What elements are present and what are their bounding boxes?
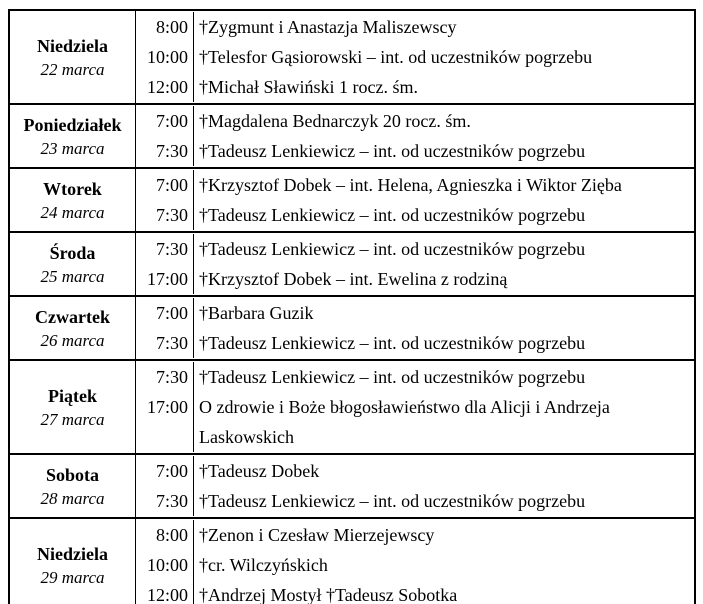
mass-intentions-table: [8, 9, 696, 604]
day-date: 28 marca: [40, 488, 105, 508]
mass-entry: [136, 486, 694, 516]
day-date: 29 marca: [40, 567, 105, 587]
mass-entry: [136, 264, 694, 294]
mass-intention: †cr. Wilczyńskich: [193, 550, 694, 580]
mass-entry: [136, 580, 694, 604]
day-cell: [10, 297, 135, 359]
mass-time: 7:00: [155, 303, 188, 323]
day-name: Środa: [49, 242, 96, 263]
mass-intention: †Telesfor Gąsiorowski – int. od uczestników pogrzebu: [193, 42, 694, 72]
mass-intention: †Krzysztof Dobek – int. Ewelina z rodziną: [193, 264, 694, 294]
mass-time: 10:00: [146, 47, 188, 67]
mass-time: 12:00: [146, 585, 188, 604]
mass-entry: [136, 362, 694, 392]
mass-intention: †Tadeusz Dobek: [193, 456, 694, 486]
mass-intention: †Magdalena Bednarczyk 20 rocz. śm.: [193, 106, 694, 136]
day-name: Piątek: [48, 385, 97, 406]
mass-time: 7:30: [155, 205, 188, 225]
mass-time: 12:00: [146, 77, 188, 97]
day-date: 25 marca: [40, 266, 105, 286]
day-name: Poniedziałek: [23, 114, 122, 135]
mass-entry: [136, 106, 694, 136]
table-row: [10, 295, 694, 359]
table-row: [10, 103, 694, 167]
mass-intention: †Tadeusz Lenkiewicz – int. od uczestników pogrzebu: [193, 328, 694, 358]
table-row: [10, 517, 694, 604]
day-date: 26 marca: [40, 330, 105, 350]
mass-time: 17:00: [146, 269, 188, 289]
table-row: [10, 231, 694, 295]
masses-cell: [135, 233, 694, 295]
mass-intention: †Michał Sławiński 1 rocz. śm.: [193, 72, 694, 102]
mass-intention: †Tadeusz Lenkiewicz – int. od uczestników pogrzebu: [193, 234, 694, 264]
masses-cell: [135, 297, 694, 359]
mass-intention: †Barbara Guzik: [193, 298, 694, 328]
mass-intention: †Zenon i Czesław Mierzejewscy: [193, 520, 694, 550]
day-cell: [10, 105, 135, 167]
mass-entry: [136, 200, 694, 230]
mass-intention: †Tadeusz Lenkiewicz – int. od uczestników pogrzebu: [193, 486, 694, 516]
day-cell: [10, 233, 135, 295]
mass-time: 17:00: [146, 397, 188, 417]
mass-entry: [136, 72, 694, 102]
mass-time: 7:30: [155, 333, 188, 353]
mass-intention: O zdrowie i Boże błogosławieństwo dla Alicji i Andrzeja Laskowskich: [193, 392, 694, 452]
mass-time: 7:30: [155, 491, 188, 511]
day-cell: [10, 519, 135, 604]
mass-time: 7:30: [155, 141, 188, 161]
masses-cell: [135, 169, 694, 231]
masses-cell: [135, 361, 694, 453]
masses-cell: [135, 105, 694, 167]
mass-entry: [136, 42, 694, 72]
mass-time: 7:00: [155, 461, 188, 481]
table-row: [10, 359, 694, 453]
mass-entry: [136, 520, 694, 550]
mass-entry: [136, 550, 694, 580]
table-row: [10, 11, 694, 103]
masses-cell: [135, 455, 694, 517]
day-name: Wtorek: [43, 178, 102, 199]
day-cell: [10, 11, 135, 103]
day-name: Niedziela: [37, 543, 108, 564]
mass-time: 8:00: [155, 525, 188, 545]
mass-time: 8:00: [155, 17, 188, 37]
mass-intention: †Andrzej Mostył †Tadeusz Sobotka: [193, 580, 694, 604]
mass-entry: [136, 170, 694, 200]
mass-time: 7:00: [155, 111, 188, 131]
mass-time: 10:00: [146, 555, 188, 575]
mass-entry: [136, 136, 694, 166]
masses-cell: [135, 11, 694, 103]
day-date: 23 marca: [40, 138, 105, 158]
mass-entry: [136, 12, 694, 42]
day-date: 22 marca: [40, 59, 105, 79]
mass-time: 7:30: [155, 239, 188, 259]
day-name: Czwartek: [35, 306, 110, 327]
day-date: 24 marca: [40, 202, 105, 222]
mass-intention: †Tadeusz Lenkiewicz – int. od uczestników pogrzebu: [193, 200, 694, 230]
table-row: [10, 453, 694, 517]
day-name: Niedziela: [37, 35, 108, 56]
mass-intention: †Tadeusz Lenkiewicz – int. od uczestników pogrzebu: [193, 136, 694, 166]
mass-intention: †Tadeusz Lenkiewicz – int. od uczestników pogrzebu: [193, 362, 694, 392]
mass-entry: [136, 234, 694, 264]
mass-time: 7:30: [155, 367, 188, 387]
mass-entry: [136, 298, 694, 328]
day-cell: [10, 361, 135, 453]
day-date: 27 marca: [40, 409, 105, 429]
mass-time: 7:00: [155, 175, 188, 195]
day-cell: [10, 455, 135, 517]
table-row: [10, 167, 694, 231]
mass-entry: [136, 328, 694, 358]
masses-cell: [135, 519, 694, 604]
mass-entry: [136, 392, 694, 452]
mass-entry: [136, 456, 694, 486]
day-cell: [10, 169, 135, 231]
day-name: Sobota: [45, 464, 99, 485]
mass-intention: †Krzysztof Dobek – int. Helena, Agnieszka i Wiktor Zięba: [193, 170, 694, 200]
mass-intention: †Zygmunt i Anastazja Maliszewscy: [193, 12, 694, 42]
